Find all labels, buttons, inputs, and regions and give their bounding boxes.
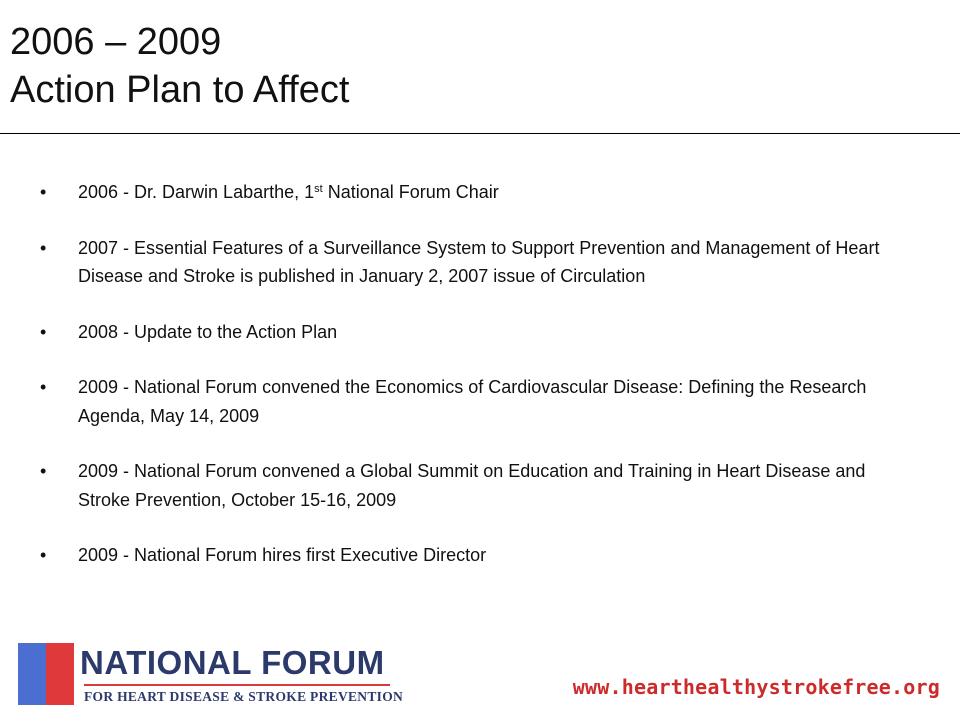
logo-name: NATIONAL FORUM (80, 644, 385, 681)
logo-divider (84, 684, 390, 686)
national-forum-logo (18, 643, 404, 705)
bullet-item-2007: • 2007 - Essential Features of a Surveillance System to Support Prevention and Management of Heart Disease and Stroke is published in January 2, 2007 issue of Circulation (40, 234, 920, 291)
logo-subtitle: FOR HEART DISEASE & STROKE PREVENTION (84, 689, 404, 704)
logo-flag-icon (18, 643, 74, 705)
bullet-2006-text-end: National Forum Chair (322, 182, 499, 202)
bullet-2006-text: 2006 - Dr. Darwin Labarthe, 1 (78, 182, 315, 202)
title-line-heading: Action Plan to Affect (10, 69, 350, 111)
bullet-item-2008: • 2008 - Update to the Action Plan (40, 318, 920, 347)
bullet-2006-superscript: st (314, 183, 323, 195)
logo-red-bar (46, 643, 74, 705)
title-divider (0, 133, 960, 134)
website-url: www.hearthealthystrokefree.org (572, 675, 940, 699)
bullet-item-2009-economics: • 2009 - National Forum convened the Economics of Cardiovascular Disease: Defining the Research Agenda, May 14, 2009 (40, 373, 920, 430)
logo-blue-bar (18, 643, 46, 705)
slide-title (10, 18, 349, 114)
bullet-list (40, 178, 920, 597)
bullet-item-2009-summit: • 2009 - National Forum convened a Global Summit on Education and Training in Heart Disease and Stroke Prevention, October 15-16, 2009 (40, 457, 920, 514)
title-line-years: 2006 – 2009 (10, 21, 222, 63)
bullet-item-2006 (40, 178, 920, 207)
bullet-item-2009-director: • 2009 - National Forum hires first Executive Director (40, 541, 920, 570)
